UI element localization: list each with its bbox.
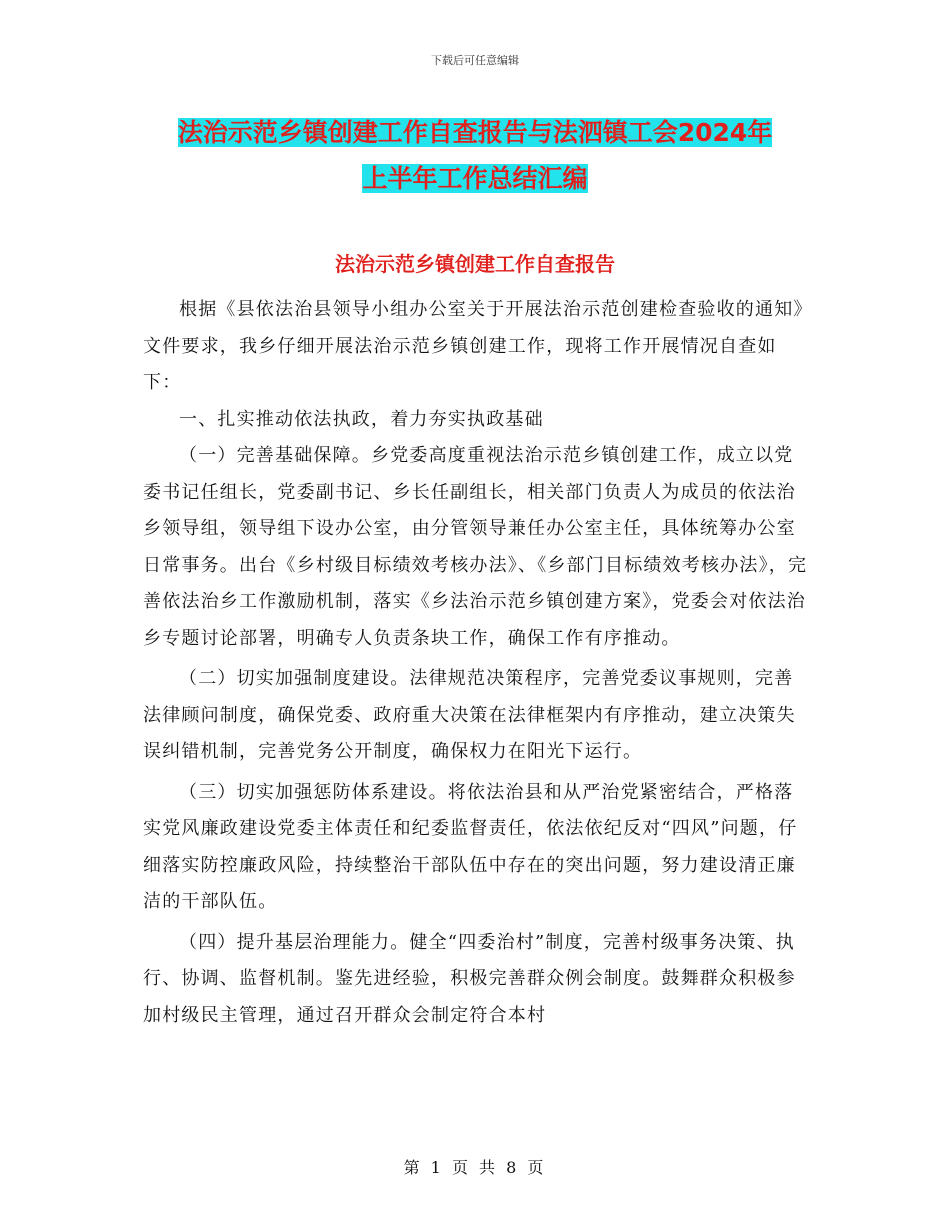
page-number: 第 1 页 共 8 页 <box>403 1158 547 1177</box>
section-title: 法治示范乡镇创建工作自查报告 <box>335 252 615 276</box>
document-body <box>143 292 810 1034</box>
paragraph-item-4: （四）提升基层治理能力。健全“四委治村”制度，完善村级事务决策、执行、协调、监督机制。鉴先进经验，积极完善群众例会制度。鼓舞群众积极参加村级民主管理，通过召开群众会制定符合本村 <box>143 931 796 1026</box>
document-title-line-2: 上半年工作总结汇编 <box>362 164 588 193</box>
document-title-line-1: 法治示范乡镇创建工作自查报告与法泗镇工会2024年 <box>177 118 773 147</box>
paragraph-item-1: （一）完善基础保障。乡党委高度重视法治示范乡镇创建工作，成立以党委书记任组长，党委副书记、乡长任副组长，相关部门负责人为成员的依法治乡领导组，领导组下设办公室，由分管领导兼任办公室主任，具体统筹办公室日常事务。出台《乡村级目标绩效考核办法》、《乡部门目标绩效考核办法》，完善依法治乡工作激励机制，落实《乡法治示范乡镇创建方案》，党委会对依法治乡专题讨论部署，明确专人负责条块工作，确保工作有序推动。 <box>143 445 808 649</box>
page-header-note: 下载后可任意编辑 <box>431 54 519 67</box>
document-title <box>140 110 810 202</box>
paragraph-intro: 根据《县依法治县领导小组办公室关于开展法治示范创建检查验收的通知》文件要求，我乡仔细开展法治示范乡镇创建工作，现将工作开展情况自查如下： <box>143 299 804 393</box>
paragraph-heading-1: 一、扎实推动依法执政，着力夯实执政基础 <box>179 408 544 430</box>
paragraph-item-3: （三）切实加强惩防体系建设。将依法治县和从严治党紧密结合，严格落实党风廉政建设党委主体责任和纪委监督责任，依法依纪反对“四风”问题，仔细落实防控廉政风险，持续整治干部队伍中存在的突出问题，努力建设清正廉洁的干部队伍。 <box>143 781 798 912</box>
paragraph-item-2: （二）切实加强制度建设。法律规范决策程序，完善党委议事规则，完善法律顾问制度，确保党委、政府重大决策在法律框架内有序推动，建立决策失误纠错机制，完善党务公开制度，确保权力在阳光下运行。 <box>143 668 796 762</box>
